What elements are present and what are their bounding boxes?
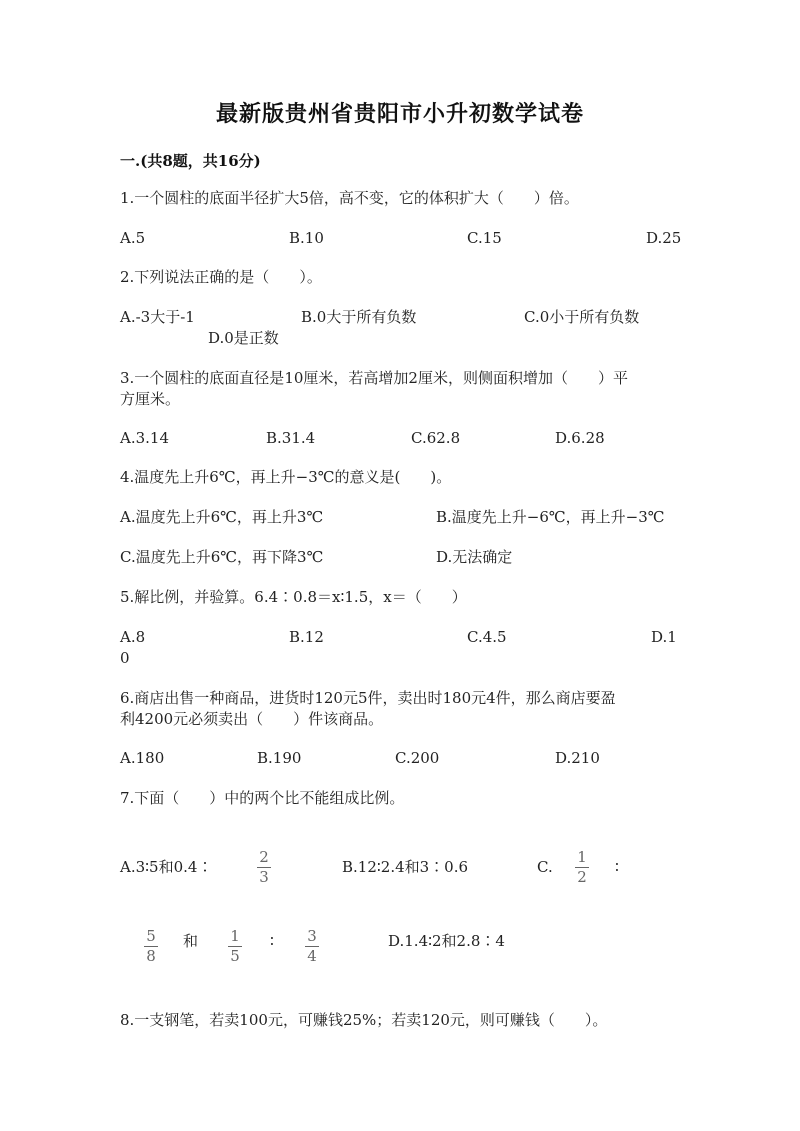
question-4-option-c: C.温度先上升6℃，再下降3℃ [120,548,324,566]
question-4-stem: 4.温度先上升6℃，再上升−3℃的意义是( )。 [120,468,452,486]
question-6-option-b: B.190 [257,749,302,767]
fraction-denominator: 5 [230,947,240,965]
question-3-option-c: C.62.8 [411,429,461,447]
question-5-option-b: B.12 [289,628,324,646]
question-7-stem: 7.下面（ ）中的两个比不能组成比例。 [120,789,405,807]
question-1-option-c: C.15 [467,229,502,247]
question-7-option-b: B.12∶2.4和3∶0.6 [342,858,469,876]
question-1-option-a: A.5 [120,229,146,247]
question-7-option-d: D.1.4∶2和2.8∶4 [388,932,505,950]
question-7-option-c-fraction-4 [304,928,320,965]
fraction-denominator: 3 [259,868,269,886]
question-5-option-c: C.4.5 [467,628,507,646]
question-7-option-c-label: C. [537,858,553,876]
question-7-option-c-colon-2: ∶ [270,932,274,950]
question-7-option-c-colon: ∶ [615,858,619,876]
question-4-option-b: B.温度先上升−6℃，再上升−3℃ [436,508,665,526]
fraction-denominator: 2 [577,868,587,886]
question-8-stem: 8.一支钢笔，若卖100元，可赚钱25%；若卖120元，则可赚钱（ ）。 [120,1011,608,1029]
question-1-option-d: D.25 [646,229,682,247]
question-5-option-d: D.1 [651,628,677,646]
question-6-stem-line-2: 利4200元必须卖出（ ）件该商品。 [120,710,384,728]
question-6-option-d: D.210 [555,749,600,767]
question-7-option-a-text: A.3∶5和0.4∶ [120,858,213,876]
question-3-option-d: D.6.28 [555,429,605,447]
fraction-denominator: 8 [146,947,156,965]
question-5-option-a: A.8 [120,628,146,646]
question-2-stem: 2.下列说法正确的是（ ）。 [120,268,322,286]
question-3-stem-line-1: 3.一个圆柱的底面直径是10厘米，若高增加2厘米，则侧面积增加（ ）平 [120,369,628,387]
question-3-option-b: B.31.4 [266,429,316,447]
question-7-option-c-fraction-2 [143,928,159,965]
question-1-option-b: B.10 [289,229,324,247]
fraction-numerator: 3 [307,927,317,945]
question-4-option-a: A.温度先上升6℃，再上升3℃ [120,508,324,526]
question-6-option-c: C.200 [395,749,440,767]
fraction-numerator: 2 [259,848,269,866]
question-2-option-d: D.0是正数 [208,329,279,347]
question-7-option-c-fraction-3 [227,928,243,965]
question-3-stem-line-2: 方厘米。 [120,390,181,408]
question-2-option-b: B.0大于所有负数 [301,308,417,326]
question-7-option-c-and: 和 [183,932,199,950]
fraction-numerator: 1 [230,927,240,945]
question-3-option-a: A.3.14 [120,429,169,447]
question-7-option-a-fraction [256,849,272,886]
question-4-option-d: D.无法确定 [436,548,513,566]
page-title: 最新版贵州省贵阳市小升初数学试卷 [215,101,584,127]
fraction-numerator: 1 [577,848,587,866]
question-5-stem: 5.解比例，并验算。6.4∶0.8＝x∶1.5，x＝（ ） [120,588,467,606]
fraction-denominator: 4 [307,947,317,965]
section-heading: 一.(共8题，共16分) [120,152,261,170]
question-7-option-c-fraction [574,849,590,886]
question-5-option-d-wrap: 0 [120,649,130,667]
question-6-stem-line-1: 6.商店出售一种商品，进货时120元5件，卖出时180元4件，那么商店要盈 [120,689,616,707]
question-2-option-c: C.0小于所有负数 [524,308,640,326]
question-1-stem: 1.一个圆柱的底面半径扩大5倍，高不变，它的体积扩大（ ）倍。 [120,189,579,207]
question-2-option-a: A.-3大于-1 [120,308,195,326]
question-6-option-a: A.180 [120,749,165,767]
fraction-numerator: 5 [146,927,156,945]
